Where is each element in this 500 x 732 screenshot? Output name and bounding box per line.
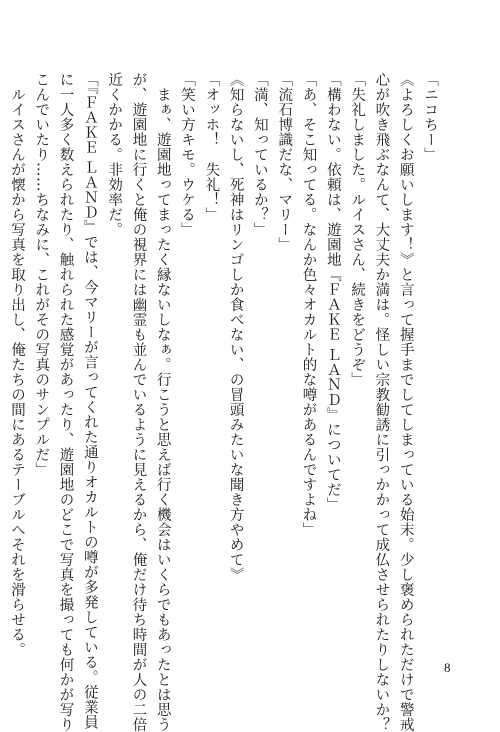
text-line: に一人多く数えられたり、触れられた感覚があったり、遊園地のどこで写真を撮っても何かが写り	[57, 72, 74, 732]
text-line: 近くかかる。非効率だ。	[106, 72, 123, 237]
text-line: 「笑い方キモ。ウケる」	[179, 72, 196, 237]
body-text	[5, 72, 442, 732]
text-line: 「オッホ！ 失礼！」	[203, 72, 220, 222]
text-line: ルイスさんが懐から写真を取り出し、俺たちの間にあるテーブルへそれを滑らせる。	[8, 86, 25, 657]
text-line: が、遊園地に行くと俺の視界には幽霊も並んでいるように見えるから、俺だけ待ち時間が人の二倍	[130, 72, 147, 732]
text-line: 心が吹き飛ぶなんて、大丈夫か満は。怪しい宗教勧誘に引っかかって成仏させられたりしないか？	[373, 72, 390, 732]
text-line: 「流石博識だな、マリー」	[276, 72, 293, 252]
text-line: 「失礼しました。ルイスさん、続きをどうぞ」	[349, 72, 366, 387]
text-line: 《よろしくお願いします！》と言って握手までしてしまっている始末。少し褒められただけで警戒	[397, 72, 414, 732]
text-line: 「『ＦＡＫＥ ＬＡＮＤ』では、今マリーが言ってくれた通りオカルトの噂が多発している。従業員	[81, 72, 98, 730]
page-number: 8	[444, 660, 451, 675]
text-line: 「満、知っているか？」	[251, 72, 268, 237]
text-line: 「ニコちー」	[422, 72, 438, 162]
text-line: 《知らないし、死神はリンゴしか食べない、の冒頭みたいな聞き方やめて》	[227, 72, 244, 582]
text-line: 「構わない。依頼は、遊園地『ＦＡＫＥ ＬＡＮＤ』についてだ」	[324, 72, 341, 513]
text-line: 「あ、そこ知ってる。なんか色々オカルト的な噂があるんですよね」	[300, 72, 317, 537]
text-line: まぁ、遊園地ってまったく縁ないしなぁ。行こうと思えば行く機会はいくらでもあったとは思う	[154, 86, 171, 732]
text-line: こんでいたり……ちなみに、これがその写真のサンプルだ」	[33, 72, 50, 477]
